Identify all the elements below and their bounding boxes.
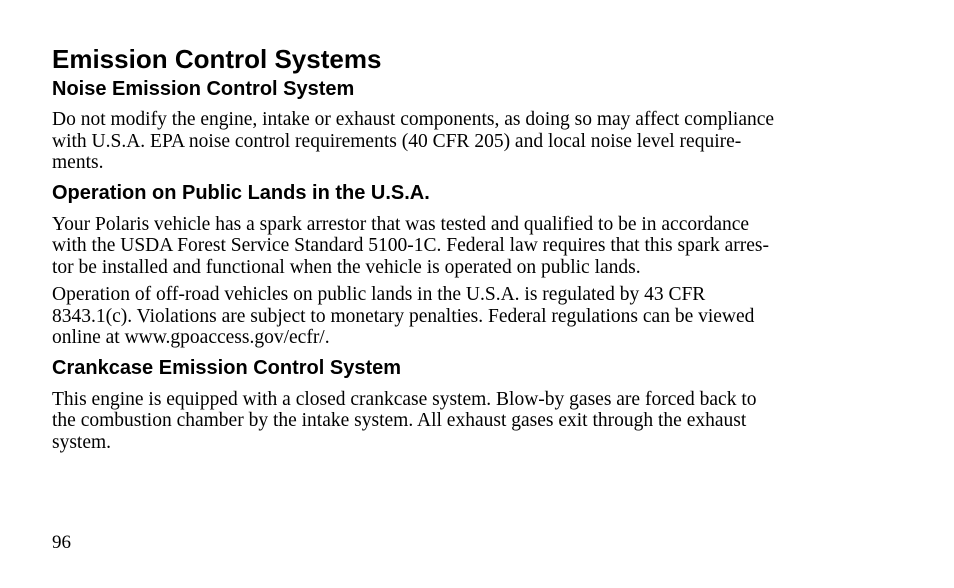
section-heading-noise-emission: Noise Emission Control System [52, 78, 355, 100]
paragraph-spark-arrestor: Your Polaris vehicle has a spark arrestor that was tested and qualified to be in accordance with the USDA Forest Service Standard 5100-1C. Federal law requires that this spark arres- tor be installed and functional when the vehicle is operated on public lands. [52, 213, 770, 278]
page-title: Emission Control Systems [52, 44, 382, 74]
section-heading-public-lands: Operation on Public Lands in the U.S.A. [52, 181, 430, 204]
paragraph-noise-emission: Do not modify the engine, intake or exhaust components, as doing so may affect compliance with U.S.A. EPA noise control requirements (40 CFR 205) and local noise level require- ments. [52, 109, 775, 173]
page-number: 96 [52, 532, 71, 553]
paragraph-public-lands-regulation: Operation of off-road vehicles on public lands in the U.S.A. is regulated by 43 CFR 8343.1(c). Violations are subject to monetary penalties. Federal regulations can be viewed online at www.gpoaccess.gov/ecfr/. [52, 284, 755, 348]
paragraph-crankcase-emission: This engine is equipped with a closed crankcase system. Blow-by gases are forced back to the combustion chamber by the intake system. All exhaust gases exit through the exhaust system. [52, 388, 757, 453]
document-page [52, 44, 892, 453]
section-heading-crankcase-emission: Crankcase Emission Control System [52, 356, 402, 379]
